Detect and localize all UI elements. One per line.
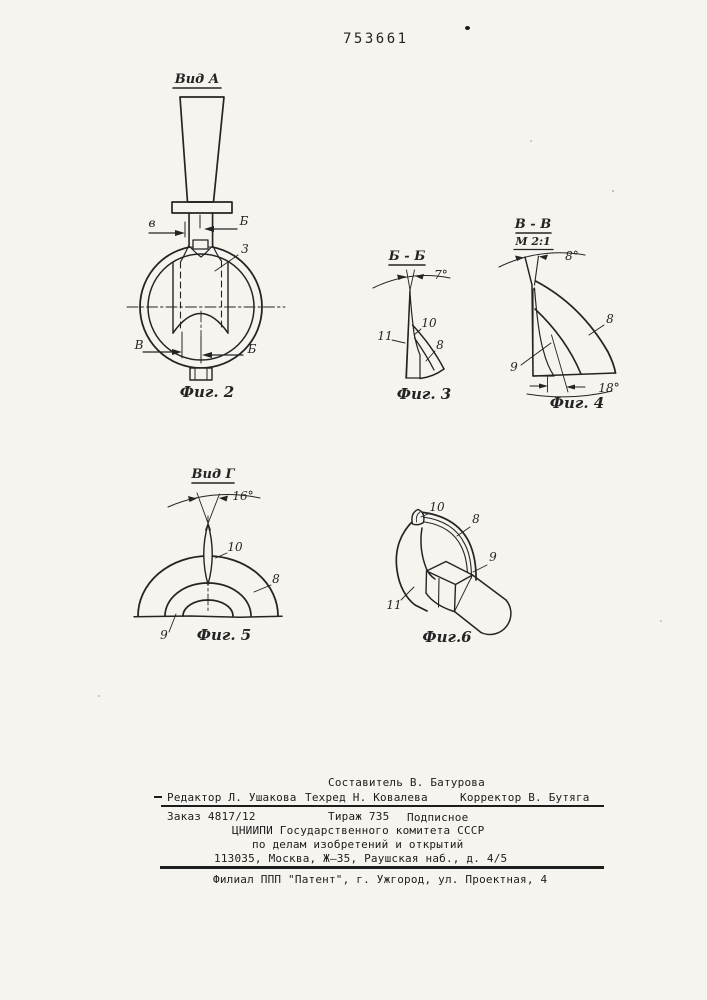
fig5-part-label-10: 10 [227, 540, 243, 554]
fig4-angle-dimension-bottom [527, 335, 620, 397]
fig2-bottom-boss [190, 368, 212, 380]
fig5-baseline [134, 616, 282, 617]
imprint-rule-bottom [160, 866, 604, 869]
stray-dash-mark [154, 796, 162, 798]
imprint-subscription: Подписное [407, 811, 469, 824]
imprint-print-run: Тираж 735 [328, 810, 390, 823]
fig5-view-title [191, 467, 236, 483]
fig6-blade-tip [412, 510, 424, 525]
ink-speck [98, 695, 100, 697]
fig3-part-labels [377, 316, 444, 361]
fig5-part-label-9: 9 [160, 628, 168, 642]
fig6-body [396, 510, 476, 612]
fig4-scale-label: М 2:1 [515, 235, 551, 248]
fig4-section-label: В - В [514, 217, 552, 232]
ink-speck [612, 190, 614, 192]
fig6-hex-nut [426, 562, 473, 612]
fig5-caption: Фиг. 5 [196, 626, 252, 644]
imprint-order: Заказ 4817/12 [167, 810, 256, 823]
fig3-part-label-10: 10 [421, 316, 437, 330]
fig2-valve-body [127, 97, 285, 380]
fig3-angle-dimension [373, 268, 450, 290]
fig4-angle-top-value: 8° [565, 249, 579, 263]
fig3-section-title [388, 249, 426, 265]
fig6-part-label-9: 9 [489, 550, 497, 564]
figure-5-drawing [130, 462, 300, 647]
fig4-blade-section [525, 256, 616, 376]
fig2-view-title [173, 72, 221, 88]
fig5-view-label: Вид Г [191, 467, 235, 482]
fig2-label-b-bottom: Б [247, 342, 257, 356]
fig4-caption: Фиг. 4 [549, 394, 605, 412]
fig5-angle-dimension [168, 489, 260, 530]
fig3-part-label-8: 8 [436, 338, 444, 352]
fig2-disc-cup [173, 314, 228, 334]
figure-4-drawing [495, 215, 645, 415]
fig2-flange [172, 202, 232, 213]
patent-number: 753661 [343, 31, 409, 47]
fig3-caption: Фиг. 3 [396, 385, 452, 403]
fig6-part-label-8: 8 [472, 512, 480, 526]
fig6-caption: Фиг.6 [422, 628, 472, 646]
fig3-angle-value: 7° [434, 268, 448, 282]
imprint-rule-top [161, 805, 604, 807]
imprint-techred: Техред Н. Ковалева [305, 791, 428, 804]
fig4-part-label-8: 8 [606, 312, 614, 326]
imprint-compiler: Составитель В. Батурова [328, 776, 485, 789]
fig6-part-label-10: 10 [429, 500, 445, 514]
imprint-branch: Филиал ППП "Патент", г. Ужгород, ул. Проектная, 4 [213, 873, 548, 886]
fig3-section-label: Б - Б [388, 249, 426, 264]
fig2-view-label: Вид А [174, 72, 220, 87]
fig2-part-label-3: 3 [241, 242, 249, 256]
fig3-blade-section [406, 290, 444, 379]
imprint-org-line2: по делам изобретений и открытий [252, 838, 464, 851]
fig5-blade-lens [204, 524, 213, 585]
fig5-dome-rings [134, 516, 282, 617]
fig2-label-v-bottom: В [134, 338, 144, 352]
imprint-corrector: Корректор В. Бутяга [460, 791, 590, 804]
fig5-part-label-8: 8 [272, 572, 280, 586]
fig4-section-title [514, 217, 553, 250]
imprint-org-line1: ЦНИИПИ Государственного комитета СССР [232, 824, 485, 837]
ink-speck [465, 26, 470, 30]
fig6-shaft [455, 575, 511, 634]
fig2-caption: Фиг. 2 [179, 383, 235, 401]
fig4-part-label-9: 9 [510, 360, 518, 374]
fig2-label-v-top: в [148, 216, 156, 230]
figure-2-drawing [85, 65, 295, 405]
figure-6-drawing [370, 485, 545, 650]
fig4-hatched-area [533, 288, 554, 376]
figure-3-drawing [370, 245, 480, 410]
fig3-hatched-area [407, 292, 421, 378]
fig6-part-label-11: 11 [386, 598, 402, 612]
ink-speck [530, 140, 532, 142]
imprint-address: 113035, Москва, Ж—35, Раушская наб., д. 4/5 [214, 852, 508, 865]
fig2-stem-tab [193, 240, 208, 249]
fig3-part-label-11: 11 [377, 329, 393, 343]
fig4-angle-bottom-value: 18° [598, 381, 620, 395]
fig4-part-labels [510, 312, 614, 374]
fig4-angle-dimension-top [499, 249, 585, 267]
fig2-handle [180, 97, 224, 202]
fig2-label-b-top: Б [239, 214, 249, 228]
imprint-editor: Редактор Л. Ушакова [167, 791, 297, 804]
fig5-angle-value: 16° [232, 489, 254, 503]
ink-speck [660, 620, 662, 622]
